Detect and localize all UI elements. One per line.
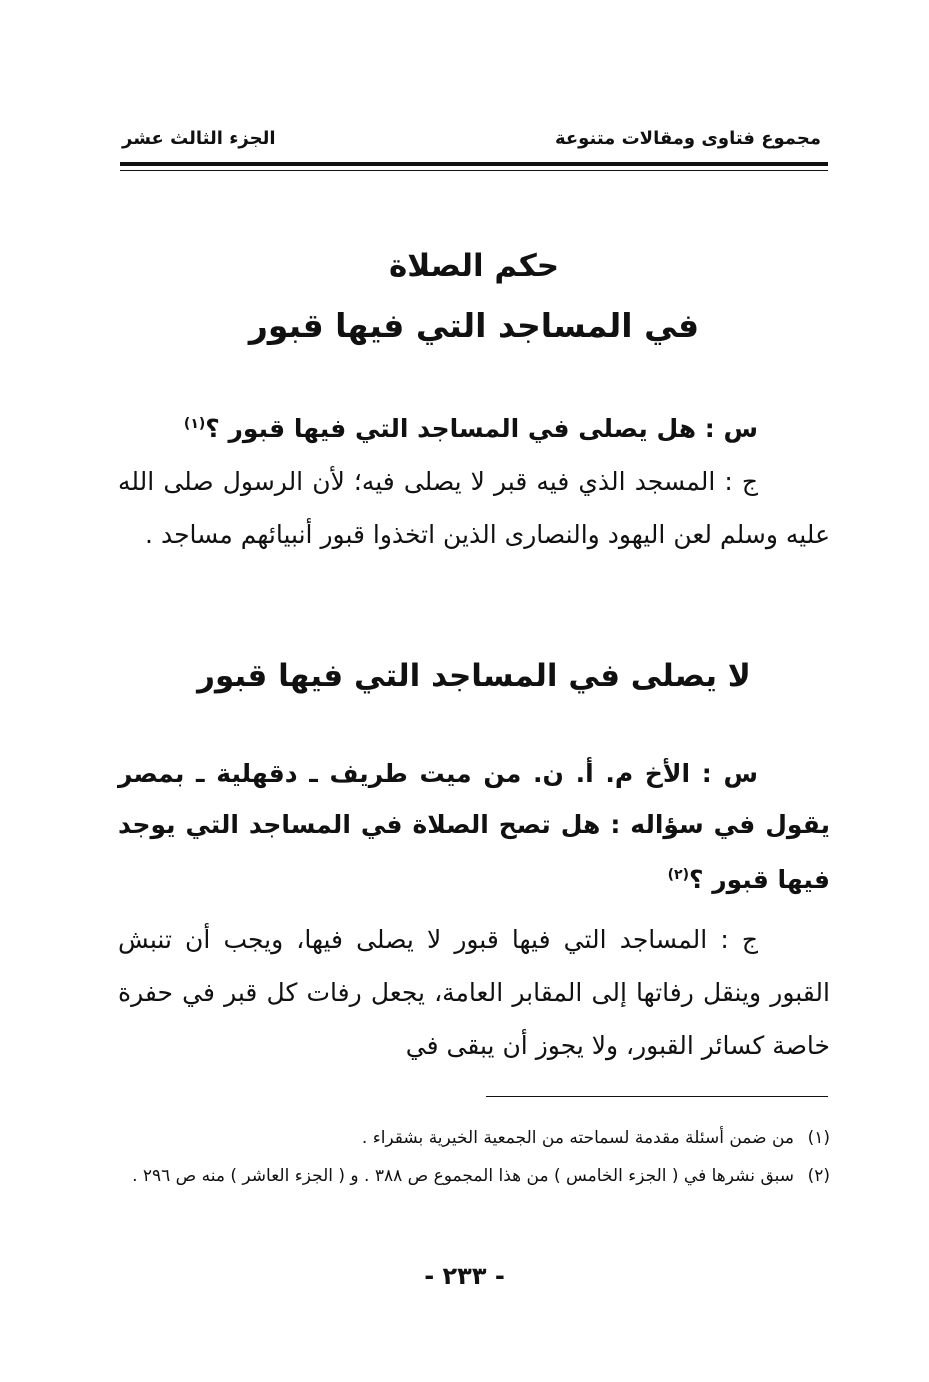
section2-title: لا يصلى في المساجد التي فيها قبور (197, 658, 751, 694)
section2-question-text: س : الأخ م. أ. ن. من ميت طريف ـ دقهلية ـ بمصر يقول في سؤاله : هل تصح الصلاة في المساجد التي يوجد فيها قبور ؟ (118, 759, 830, 894)
footnote-1 (118, 1122, 830, 1154)
section2-question (118, 748, 830, 905)
section1-answer (118, 455, 830, 561)
section1-question (118, 398, 830, 455)
footnote-text: من ضمن أسئلة مقدمة لسماحته من الجمعية الخيرية بشقراء . (361, 1128, 794, 1148)
section2-answer-text: ج : المساجد التي فيها قبور لا يصلى فيها، ويجب أن تنبش القبور وينقل رفاتها إلى المقابر العامة، يجعل رفات كل قبر في حفرة خاصة كسائر القبور، ولا يجوز أن يبقى في (118, 925, 830, 1060)
footnote-ref-2[interactable]: (٢) (667, 867, 689, 883)
header-rule-thin (120, 170, 828, 171)
footnote-number: (١) (807, 1128, 830, 1148)
footnote-text: سبق نشرها في ( الجزء الخامس ) من هذا المجموع ص ٣٨٨ . و ( الجزء العاشر ) منه ص ٢٩٦ . (132, 1166, 794, 1186)
section1-question-text: س : هل يصلى في المساجد التي فيها قبور ؟ (205, 414, 758, 443)
header-rule-thick (120, 162, 828, 166)
page-number: - ٢٣٣ - (424, 1262, 505, 1290)
footnote-ref-1[interactable]: (١) (183, 416, 206, 432)
section2-answer (118, 913, 830, 1072)
section1-answer-text: ج : المسجد الذي فيه قبر لا يصلى فيه؛ لأن الرسول صلى الله عليه وسلم لعن اليهود والنصارى الذين اتخذوا قبور أنبيائهم مساجد . (118, 467, 830, 549)
section1-title-line2: في المساجد التي فيها قبور (248, 306, 700, 345)
running-header-volume: الجزء الثالث عشر (122, 128, 276, 149)
footnote-2 (118, 1160, 830, 1192)
running-header-book-title: مجموع فتاوى ومقالات متنوعة (554, 128, 821, 149)
footnote-number: (٢) (807, 1166, 830, 1186)
footnote-separator (486, 1096, 828, 1097)
section1-title-line1: حكم الصلاة (388, 248, 560, 284)
